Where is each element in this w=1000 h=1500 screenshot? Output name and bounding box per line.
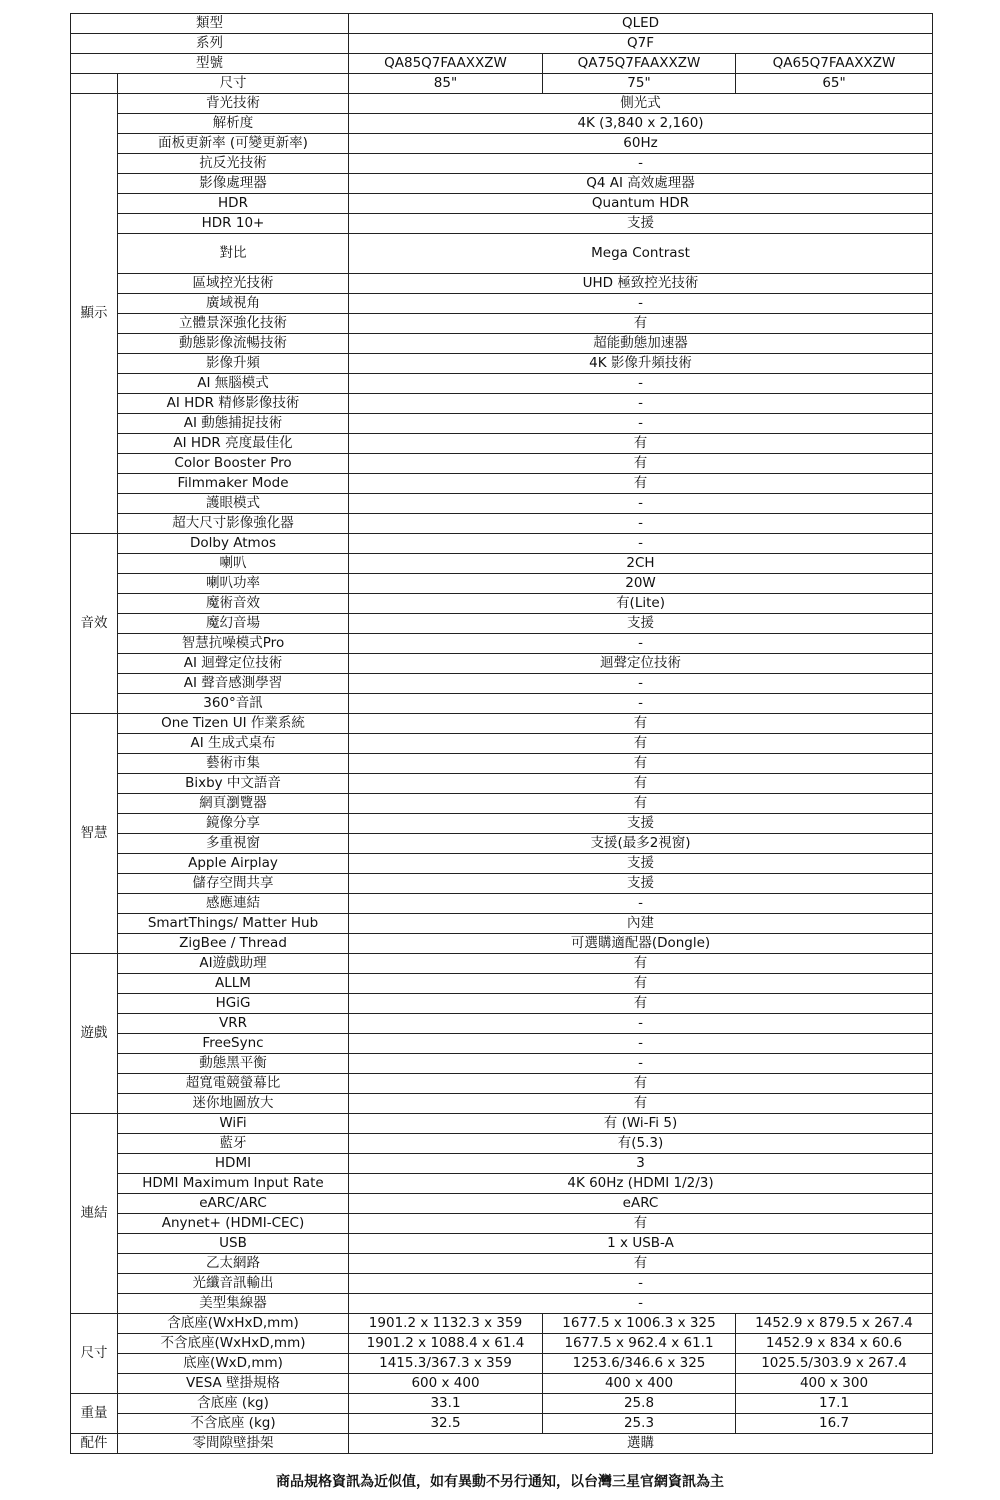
spec-row: [71, 294, 933, 314]
spec-row: [71, 394, 933, 414]
row-series: [71, 34, 933, 54]
spec-label: 背光技術: [118, 94, 349, 114]
spec-table: [70, 13, 933, 1454]
spec-row: [71, 174, 933, 194]
spec-label: Filmmaker Mode: [118, 474, 349, 494]
spec-label: VESA 壁掛規格: [118, 1374, 349, 1394]
spec-label: Apple Airplay: [118, 854, 349, 874]
spec-value-model-3: 1025.5/303.9 x 267.4: [736, 1354, 933, 1374]
spec-value: 有(Lite): [349, 594, 933, 614]
spec-row: [71, 1054, 933, 1074]
spec-value: -: [349, 154, 933, 174]
model-value-85: QA85Q7FAAXXZW: [349, 54, 543, 74]
spec-row: [71, 954, 933, 974]
spec-label: 含底座(WxHxD,mm): [118, 1314, 349, 1334]
spec-row: [71, 1234, 933, 1254]
spec-row: [71, 274, 933, 294]
spec-value: 有: [349, 734, 933, 754]
row-model: [71, 54, 933, 74]
spec-label: FreeSync: [118, 1034, 349, 1054]
section-category: 連結: [71, 1114, 118, 1314]
spec-label: 區域控光技術: [118, 274, 349, 294]
spec-value-model-1: 1901.2 x 1088.4 x 61.4: [349, 1334, 543, 1354]
spec-row: [71, 1354, 933, 1374]
spec-value: Mega Contrast: [349, 234, 933, 274]
spec-row: [71, 934, 933, 954]
model-value-65: QA65Q7FAAXXZW: [736, 54, 933, 74]
spec-row: [71, 434, 933, 454]
spec-row: [71, 554, 933, 574]
spec-label: SmartThings/ Matter Hub: [118, 914, 349, 934]
spec-row: [71, 214, 933, 234]
spec-label: 360°音訊: [118, 694, 349, 714]
spec-value-model-2: 1677.5 x 962.4 x 61.1: [543, 1334, 736, 1354]
spec-row: [71, 874, 933, 894]
spec-label: 網頁瀏覽器: [118, 794, 349, 814]
spec-label: Color Booster Pro: [118, 454, 349, 474]
spec-row: [71, 574, 933, 594]
size-label: 尺寸: [118, 74, 349, 94]
spec-row: [71, 994, 933, 1014]
spec-value: 有(5.3): [349, 1134, 933, 1154]
spec-value-model-3: 1452.9 x 879.5 x 267.4: [736, 1314, 933, 1334]
spec-row: [71, 534, 933, 554]
spec-value: UHD 極致控光技術: [349, 274, 933, 294]
spec-label: 超寬電競螢幕比: [118, 1074, 349, 1094]
spec-row: [71, 1414, 933, 1434]
spec-label: 智慧抗噪模式Pro: [118, 634, 349, 654]
spec-row: [71, 1334, 933, 1354]
spec-value: 側光式: [349, 94, 933, 114]
spec-value: -: [349, 514, 933, 534]
spec-label: 乙太網路: [118, 1254, 349, 1274]
spec-label: 不含底座 (kg): [118, 1414, 349, 1434]
spec-row: [71, 94, 933, 114]
spec-row: [71, 914, 933, 934]
spec-value: 有: [349, 974, 933, 994]
spec-value: 選購: [349, 1434, 933, 1454]
section-category: 重量: [71, 1394, 118, 1434]
spec-label: 喇叭: [118, 554, 349, 574]
spec-value: -: [349, 374, 933, 394]
spec-value: 支援: [349, 814, 933, 834]
spec-label: AI 生成式桌布: [118, 734, 349, 754]
model-label: 型號: [71, 54, 349, 74]
spec-label: 立體景深強化技術: [118, 314, 349, 334]
spec-value: 有: [349, 774, 933, 794]
spec-value: -: [349, 414, 933, 434]
spec-value: 有: [349, 1254, 933, 1274]
spec-label: 迷你地圖放大: [118, 1094, 349, 1114]
spec-label: AI 動態捕捉技術: [118, 414, 349, 434]
model-value-75: QA75Q7FAAXXZW: [543, 54, 736, 74]
spec-value: 有: [349, 434, 933, 454]
spec-value: -: [349, 1274, 933, 1294]
section-category: 智慧: [71, 714, 118, 954]
spec-value: -: [349, 1054, 933, 1074]
spec-label: 魔幻音場: [118, 614, 349, 634]
spec-row: [71, 334, 933, 354]
spec-value: 20W: [349, 574, 933, 594]
spec-value: 有: [349, 314, 933, 334]
spec-label: 儲存空間共享: [118, 874, 349, 894]
section-category: 尺寸: [71, 1314, 118, 1394]
spec-value: 有: [349, 454, 933, 474]
spec-value-model-3: 17.1: [736, 1394, 933, 1414]
spec-label: 廣域視角: [118, 294, 349, 314]
spec-value: 支援: [349, 614, 933, 634]
spec-value: -: [349, 494, 933, 514]
spec-value-model-2: 1253.6/346.6 x 325: [543, 1354, 736, 1374]
spec-value: 支援: [349, 854, 933, 874]
spec-row: [71, 1074, 933, 1094]
spec-label: HDMI: [118, 1154, 349, 1174]
spec-label: USB: [118, 1234, 349, 1254]
spec-label: 面板更新率 (可變更新率): [118, 134, 349, 154]
spec-label: Anynet+ (HDMI-CEC): [118, 1214, 349, 1234]
spec-row: [71, 1154, 933, 1174]
spec-value: 有: [349, 794, 933, 814]
spec-value: Quantum HDR: [349, 194, 933, 214]
section-category: 遊戲: [71, 954, 118, 1114]
spec-row: [71, 1274, 933, 1294]
spec-row: [71, 114, 933, 134]
spec-value: 有: [349, 1094, 933, 1114]
spec-row: [71, 414, 933, 434]
spec-row: [71, 1114, 933, 1134]
spec-row: [71, 614, 933, 634]
spec-row: [71, 234, 933, 274]
spec-value: 支援(最多2視窗): [349, 834, 933, 854]
spec-row: [71, 674, 933, 694]
spec-value-model-1: 33.1: [349, 1394, 543, 1414]
spec-label: 底座(WxD,mm): [118, 1354, 349, 1374]
spec-label: 護眼模式: [118, 494, 349, 514]
spec-row: [71, 814, 933, 834]
spec-value: eARC: [349, 1194, 933, 1214]
spec-label: 影像升頻: [118, 354, 349, 374]
section-category: 顯示: [71, 94, 118, 534]
series-label: 系列: [71, 34, 349, 54]
row-size: [71, 74, 933, 94]
spec-row: [71, 454, 933, 474]
spec-label: 零間隙壁掛架: [118, 1434, 349, 1454]
spec-value-model-2: 1677.5 x 1006.3 x 325: [543, 1314, 736, 1334]
spec-value: -: [349, 1294, 933, 1314]
spec-label: HDR: [118, 194, 349, 214]
spec-value: 4K 60Hz (HDMI 1/2/3): [349, 1174, 933, 1194]
spec-label: ZigBee / Thread: [118, 934, 349, 954]
spec-row: [71, 1174, 933, 1194]
spec-row: [71, 974, 933, 994]
spec-row: [71, 154, 933, 174]
spec-label: 抗反光技術: [118, 154, 349, 174]
type-value: QLED: [349, 14, 933, 34]
spec-table-body: [71, 14, 933, 1454]
spec-value: -: [349, 694, 933, 714]
spec-value: 有: [349, 1214, 933, 1234]
spec-row: [71, 754, 933, 774]
spec-value: -: [349, 394, 933, 414]
spec-label: AI 迴聲定位技術: [118, 654, 349, 674]
spec-value-model-2: 400 x 400: [543, 1374, 736, 1394]
spec-value: 有 (Wi-Fi 5): [349, 1114, 933, 1134]
spec-label: Bixby 中文語音: [118, 774, 349, 794]
spec-label: One Tizen UI 作業系統: [118, 714, 349, 734]
spec-row: [71, 854, 933, 874]
section-category: 音效: [71, 534, 118, 714]
spec-value: 有: [349, 994, 933, 1014]
spec-label: 藝術市集: [118, 754, 349, 774]
spec-label: 喇叭功率: [118, 574, 349, 594]
spec-label: AI HDR 精修影像技術: [118, 394, 349, 414]
spec-row: [71, 1094, 933, 1114]
spec-row: [71, 734, 933, 754]
spec-value: 支援: [349, 214, 933, 234]
spec-value: 60Hz: [349, 134, 933, 154]
spec-value: 支援: [349, 874, 933, 894]
spec-label: 對比: [118, 234, 349, 274]
spec-value-model-1: 600 x 400: [349, 1374, 543, 1394]
spec-label: ALLM: [118, 974, 349, 994]
spec-row: [71, 794, 933, 814]
series-value: Q7F: [349, 34, 933, 54]
spec-value: -: [349, 674, 933, 694]
spec-value: 有: [349, 474, 933, 494]
spec-value: -: [349, 534, 933, 554]
spec-value: 超能動態加速器: [349, 334, 933, 354]
spec-label: 含底座 (kg): [118, 1394, 349, 1414]
spec-row: [71, 494, 933, 514]
spec-label: AI 聲音感測學習: [118, 674, 349, 694]
spec-row: [71, 594, 933, 614]
spec-label: 美型集線器: [118, 1294, 349, 1314]
spec-value: 內建: [349, 914, 933, 934]
spec-row: [71, 474, 933, 494]
spec-row: [71, 894, 933, 914]
spec-value: 1 x USB-A: [349, 1234, 933, 1254]
size-value-65: 65": [736, 74, 933, 94]
spec-row: [71, 314, 933, 334]
spec-label: Dolby Atmos: [118, 534, 349, 554]
spec-value: 2CH: [349, 554, 933, 574]
section-category: 配件: [71, 1434, 118, 1454]
spec-row: [71, 1254, 933, 1274]
spec-label: AI HDR 亮度最佳化: [118, 434, 349, 454]
spec-label: AI遊戲助理: [118, 954, 349, 974]
spec-value: Q4 AI 高效處理器: [349, 174, 933, 194]
spec-row: [71, 1374, 933, 1394]
spec-row: [71, 774, 933, 794]
spec-row: [71, 634, 933, 654]
spec-row: [71, 1434, 933, 1454]
spec-value: -: [349, 894, 933, 914]
spec-row: [71, 654, 933, 674]
spec-value: 可選購適配器(Dongle): [349, 934, 933, 954]
spec-label: WiFi: [118, 1114, 349, 1134]
spec-value: 有: [349, 714, 933, 734]
spec-label: 感應連結: [118, 894, 349, 914]
spec-label: VRR: [118, 1014, 349, 1034]
size-value-75: 75": [543, 74, 736, 94]
spec-label: 超大尺寸影像強化器: [118, 514, 349, 534]
spec-label: 藍牙: [118, 1134, 349, 1154]
spec-label: 光纖音訊輸出: [118, 1274, 349, 1294]
spec-value-model-1: 32.5: [349, 1414, 543, 1434]
spec-row: [71, 1214, 933, 1234]
size-category-blank: [71, 74, 118, 94]
spec-row: [71, 1034, 933, 1054]
size-value-85: 85": [349, 74, 543, 94]
spec-row: [71, 1294, 933, 1314]
spec-row: [71, 354, 933, 374]
spec-label: 影像處理器: [118, 174, 349, 194]
spec-row: [71, 1014, 933, 1034]
spec-row: [71, 374, 933, 394]
row-type: [71, 14, 933, 34]
spec-value-model-2: 25.3: [543, 1414, 736, 1434]
spec-value: -: [349, 1014, 933, 1034]
spec-label: HGiG: [118, 994, 349, 1014]
spec-row: [71, 694, 933, 714]
spec-label: 多重視窗: [118, 834, 349, 854]
spec-value: 有: [349, 954, 933, 974]
spec-row: [71, 194, 933, 214]
spec-row: [71, 1394, 933, 1414]
spec-row: [71, 834, 933, 854]
spec-value: -: [349, 294, 933, 314]
spec-value-model-3: 1452.9 x 834 x 60.6: [736, 1334, 933, 1354]
spec-value: 迴聲定位技術: [349, 654, 933, 674]
spec-value-model-2: 25.8: [543, 1394, 736, 1414]
spec-row: [71, 1194, 933, 1214]
spec-value: 4K 影像升頻技術: [349, 354, 933, 374]
spec-label: AI 無腦模式: [118, 374, 349, 394]
spec-row: [71, 134, 933, 154]
type-label: 類型: [71, 14, 349, 34]
spec-label: 鏡像分享: [118, 814, 349, 834]
spec-row: [71, 1314, 933, 1334]
spec-value: -: [349, 634, 933, 654]
spec-row: [71, 714, 933, 734]
spec-value-model-3: 16.7: [736, 1414, 933, 1434]
spec-value: 有: [349, 1074, 933, 1094]
spec-value: 有: [349, 754, 933, 774]
spec-row: [71, 514, 933, 534]
spec-row: [71, 1134, 933, 1154]
spec-label: 解析度: [118, 114, 349, 134]
spec-label: HDR 10+: [118, 214, 349, 234]
spec-label: 動態黑平衡: [118, 1054, 349, 1074]
spec-value-model-1: 1415.3/367.3 x 359: [349, 1354, 543, 1374]
spec-label: 動態影像流暢技術: [118, 334, 349, 354]
spec-value: 4K (3,840 x 2,160): [349, 114, 933, 134]
spec-label: 魔術音效: [118, 594, 349, 614]
spec-value: -: [349, 1034, 933, 1054]
spec-label: 不含底座(WxHxD,mm): [118, 1334, 349, 1354]
spec-label: eARC/ARC: [118, 1194, 349, 1214]
spec-label: HDMI Maximum Input Rate: [118, 1174, 349, 1194]
spec-value-model-1: 1901.2 x 1132.3 x 359: [349, 1314, 543, 1334]
footnote: 商品規格資訊為近似值，如有異動不另行通知，以台灣三星官網資訊為主: [276, 1474, 724, 1490]
spec-value: 3: [349, 1154, 933, 1174]
spec-value-model-3: 400 x 300: [736, 1374, 933, 1394]
